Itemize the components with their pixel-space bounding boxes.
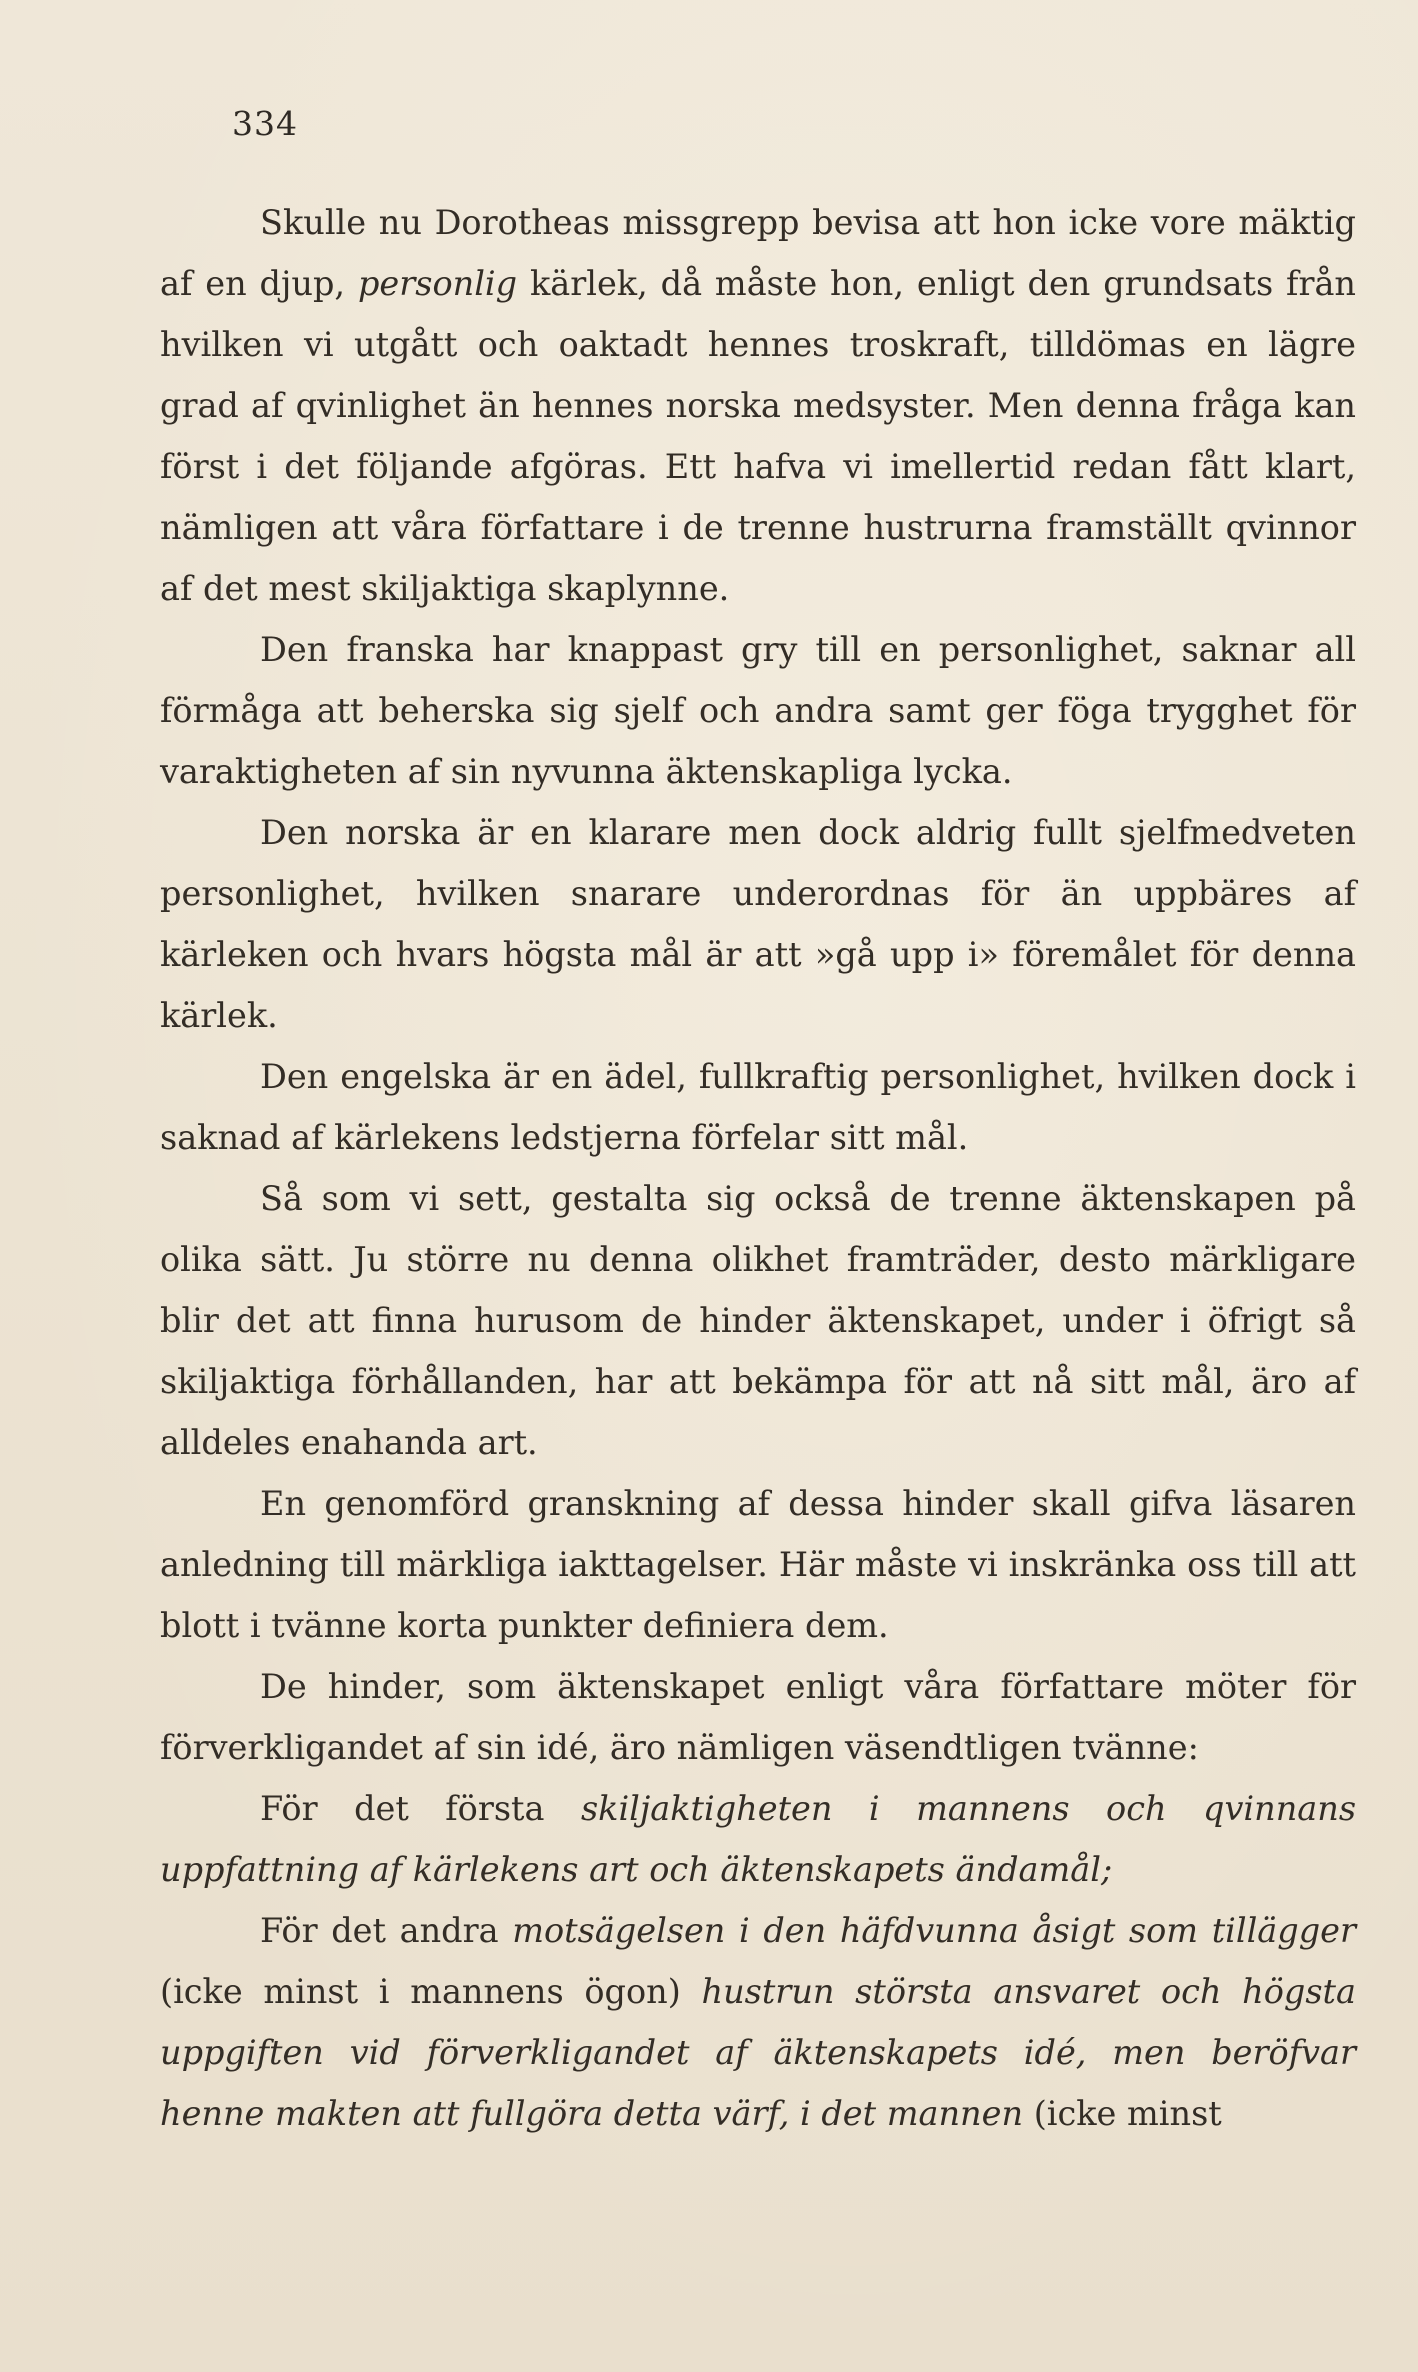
paragraph xyxy=(160,1473,1356,1656)
text-segment: Den norska är en klarare men dock aldrig fullt sjelfmedveten personlighet, hvilken snarare underordnas för än uppbäres af kärleken och hvars högsta mål är att »gå upp i» föremålet för denna kärlek. xyxy=(160,813,1356,1035)
italic-segment: skiljaktigheten i mannens och qvinnans uppfattning af kärlekens art och äktenskapets ändamål; xyxy=(160,1789,1357,1889)
text-segment: kärlek, då måste hon, enligt den grundsats från hvilken vi utgått och oaktadt hennes troskraft, tilldömas en lägre grad af qvinlighet än hennes norska medsyster. Men denna fråga kan först i det följande afgöras. Ett hafva vi imellertid redan fått klart, nämligen att våra författare i de trenne hustrurna framställt qvinnor af det mest skiljaktiga skaplynne. xyxy=(160,264,1357,608)
page-number: 334 xyxy=(232,104,298,143)
paragraph xyxy=(160,1778,1356,1900)
text-segment: (icke minst i mannens ögon) xyxy=(160,1972,702,2011)
text-segment: Skulle nu Dorotheas missgrepp bevisa att hon icke vore mäktig af en djup, xyxy=(160,203,1356,303)
text-segment: En genomförd granskning af dessa hinder skall gifva läsaren anledning till märkliga iakttagelser. Här måste vi inskränka oss till att blott i tvänne korta punkter definiera dem. xyxy=(160,1484,1356,1645)
paragraph xyxy=(160,1168,1356,1473)
text-segment: (icke minst xyxy=(1023,2094,1222,2133)
text-segment: Den engelska är en ädel, fullkraftig personlighet, hvilken dock i saknad af kärlekens ledstjerna förfelar sitt mål. xyxy=(160,1057,1356,1157)
paragraph xyxy=(160,1656,1356,1778)
italic-segment: motsägelsen i den häfdvunna åsigt som tillägger xyxy=(512,1911,1356,1950)
paragraph xyxy=(160,1900,1356,2144)
text-segment: För det första xyxy=(260,1789,581,1828)
paragraph xyxy=(160,802,1356,1046)
body-text xyxy=(160,192,1356,2144)
paragraph xyxy=(160,192,1356,619)
text-segment: Så som vi sett, gestalta sig också de trenne äktenskapen på olika sätt. Ju större nu denna olikhet framträder, desto märkligare blir det att finna hurusom de hinder äktenskapet, under i öfrigt så skiljaktiga förhållanden, har att bekämpa för att nå sitt mål, äro af alldeles enahanda art. xyxy=(160,1179,1356,1462)
text-segment: För det andra xyxy=(260,1911,513,1950)
italic-segment: hustrun största ansvaret och högsta uppgiften vid förverkligandet af äktenskapets idé, men beröfvar henne makten att fullgöra detta värf, i det mannen xyxy=(160,1972,1356,2133)
text-segment: Den franska har knappast gry till en personlighet, saknar all förmåga att beherska sig sjelf och andra samt ger föga trygghet för varaktigheten af sin nyvunna äktenskapliga lycka. xyxy=(160,630,1356,791)
paragraph xyxy=(160,619,1356,802)
text-segment: De hinder, som äktenskapet enligt våra författare möter för förverkligandet af sin idé, äro nämligen väsendtligen tvänne: xyxy=(160,1667,1356,1767)
italic-segment: personlig xyxy=(357,264,518,303)
paragraph xyxy=(160,1046,1356,1168)
